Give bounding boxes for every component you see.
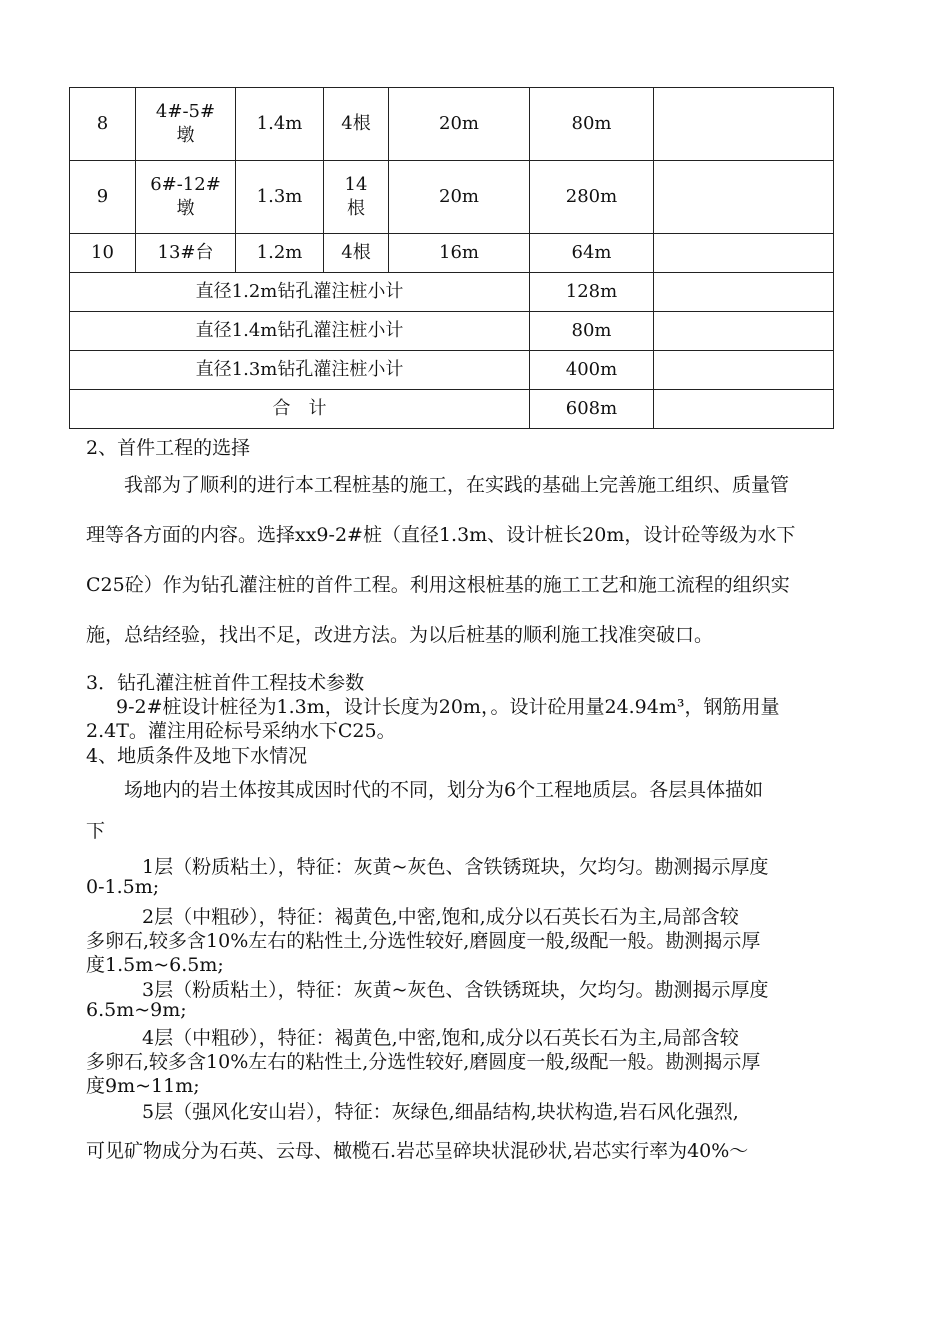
count-cell: 4根 <box>324 234 389 273</box>
layer-description: 2层（中粗砂），特征：褐黄色,中密,饱和,成分以石英长石为主,局部含较 <box>142 906 739 928</box>
total-value: 608m <box>530 390 654 429</box>
note-cell <box>654 351 834 390</box>
pile-quantity-table <box>69 87 834 429</box>
section-4-heading: 4、地质条件及地下水情况 <box>86 745 308 767</box>
pier-cell: 6#-12# 墩 <box>136 161 236 234</box>
table-row <box>70 234 834 273</box>
table-row <box>70 88 834 161</box>
table-row <box>70 161 834 234</box>
subtotal-value: 128m <box>530 273 654 312</box>
layer-description: 5层（强风化安山岩），特征：灰绿色,细晶结构,块状构造,岩石风化强烈, <box>142 1101 739 1123</box>
count-cell: 4根 <box>324 88 389 161</box>
layer-description: 度1.5m~6.5m; <box>86 954 224 976</box>
total-label: 合 计 <box>70 390 530 429</box>
subtotal-row <box>70 351 834 390</box>
layer-description: 6.5m~9m; <box>86 999 187 1021</box>
paragraph-line: C25砼）作为钻孔灌注桩的首件工程。利用这根桩基的施工工艺和施工流程的组织实 <box>86 574 790 596</box>
grand-total-row <box>70 390 834 429</box>
note-cell <box>654 234 834 273</box>
row-number: 9 <box>70 161 136 234</box>
paragraph-line: 我部为了顺利的进行本工程桩基的施工，在实践的基础上完善施工组织、质量管 <box>124 474 790 496</box>
subtotal-row <box>70 273 834 312</box>
layer-description: 0-1.5m; <box>86 876 160 898</box>
note-cell <box>654 88 834 161</box>
layer-description: 多卵石,较多含10%左右的粘性土,分选性较好,磨圆度一般,级配一般。勘测揭示厚 <box>86 1051 761 1073</box>
note-cell <box>654 273 834 312</box>
row-number: 8 <box>70 88 136 161</box>
layer-description: 多卵石,较多含10%左右的粘性土,分选性较好,磨圆度一般,级配一般。勘测揭示厚 <box>86 930 761 952</box>
paragraph-line: 下 <box>86 820 106 842</box>
total-length-cell: 80m <box>530 88 654 161</box>
total-length-cell: 64m <box>530 234 654 273</box>
note-cell <box>654 312 834 351</box>
layer-description: 可见矿物成分为石英、云母、橄榄石.岩芯呈碎块状混砂状,岩芯实行率为40%～ <box>86 1140 749 1162</box>
subtotal-label: 直径1.3m钻孔灌注桩小计 <box>70 351 530 390</box>
paragraph-line: 9-2#桩设计桩径为1.3m，设计长度为20m，。设计砼用量24.94m³，钢筋用量 <box>116 696 780 718</box>
diameter-cell: 1.4m <box>236 88 324 161</box>
subtotal-label: 直径1.2m钻孔灌注桩小计 <box>70 273 530 312</box>
subtotal-value: 400m <box>530 351 654 390</box>
note-cell <box>654 390 834 429</box>
subtotal-label: 直径1.4m钻孔灌注桩小计 <box>70 312 530 351</box>
pier-cell: 4#-5# 墩 <box>136 88 236 161</box>
paragraph-line: 施，总结经验，找出不足，改进方法。为以后桩基的顺利施工找准突破口。 <box>86 624 714 646</box>
diameter-cell: 1.3m <box>236 161 324 234</box>
layer-description: 1层（粉质粘土），特征：灰黄~灰色、含铁锈斑块，欠均匀。勘测揭示厚度 <box>142 856 769 878</box>
row-number: 10 <box>70 234 136 273</box>
length-cell: 20m <box>389 161 530 234</box>
paragraph-line: 2.4T。灌注用砼标号采纳水下C25。 <box>86 720 396 742</box>
subtotal-value: 80m <box>530 312 654 351</box>
pier-cell: 13#台 <box>136 234 236 273</box>
total-length-cell: 280m <box>530 161 654 234</box>
layer-description: 4层（中粗砂），特征：褐黄色,中密,饱和,成分以石英长石为主,局部含较 <box>142 1027 739 1049</box>
paragraph-line: 理等各方面的内容。选择xx9-2#桩（直径1.3m、设计桩长20m，设计砼等级为水下 <box>86 524 796 546</box>
layer-description: 度9m~11m; <box>86 1075 200 1097</box>
section-3-heading: 3．钻孔灌注桩首件工程技术参数 <box>86 672 365 694</box>
layer-description: 3层（粉质粘土），特征：灰黄~灰色、含铁锈斑块，欠均匀。勘测揭示厚度 <box>142 979 769 1001</box>
length-cell: 16m <box>389 234 530 273</box>
subtotal-row <box>70 312 834 351</box>
paragraph-line: 场地内的岩土体按其成因时代的不同，划分为6个工程地质层。各层具体描如 <box>124 779 764 801</box>
diameter-cell: 1.2m <box>236 234 324 273</box>
note-cell <box>654 161 834 234</box>
length-cell: 20m <box>389 88 530 161</box>
section-2-heading: 2、首件工程的选择 <box>86 437 251 459</box>
count-cell: 14 根 <box>324 161 389 234</box>
